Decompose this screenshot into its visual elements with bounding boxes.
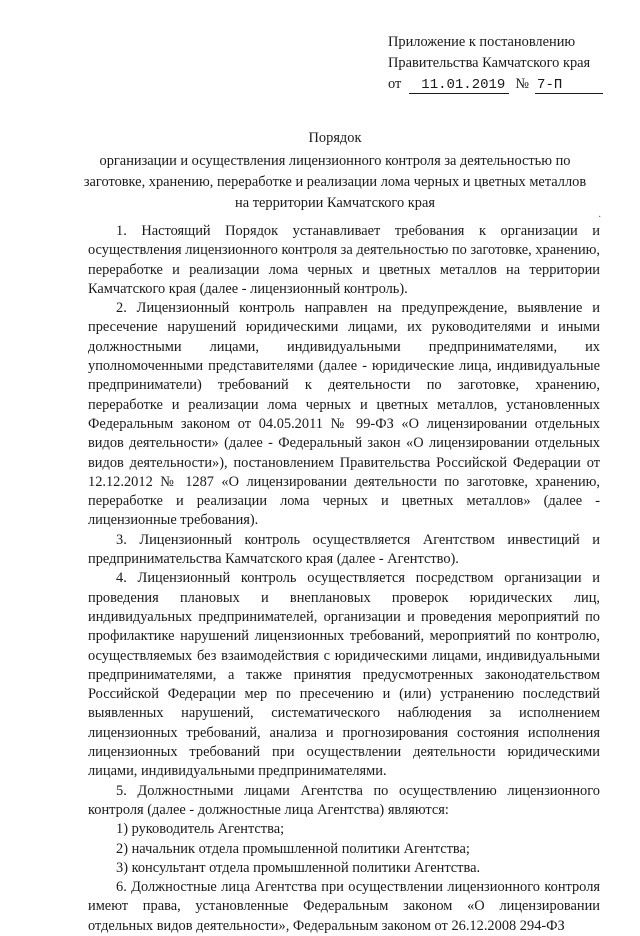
appendix-line-1: Приложение к постановлению <box>388 34 576 50</box>
paragraph-4: 4. Лицензионный контроль осуществляется посредством организации и проведения плановых и внеплановых проверок юридических лиц, индивидуальных предпринимателей, организации и проведения мероприятий по профилактике нарушений лицензионных требований, мероприятий по контролю, осуществляемых без взаимодействия с юридическими лицами, индивидуальными предпринимателями, а также принятия предусмотренных законодательством Российской Федерации мер по пресечению и (или) устранению последствий выявленных нарушений, систематического наблюдения за исполнением лицензионных требований, анализа и прогнозирования состояния исполнения лицензионных требований при осуществлении деятельности юридическими лицами, индивидуальными предпринимателями. <box>88 570 600 780</box>
number-label: № <box>515 76 530 92</box>
document-title <box>80 128 590 214</box>
margin-mark: · <box>598 212 602 223</box>
appendix-date-line <box>388 74 603 95</box>
paragraph-3: 3. Лицензионный контроль осуществляется Агентством инвестиций и предпринимательства Камчатского края (далее - Агентство). <box>88 531 600 568</box>
appendix-header <box>388 32 603 95</box>
title-heading: Порядок <box>308 130 362 146</box>
date-value: 11.01.2019 <box>409 77 509 94</box>
number-value: 7-П <box>535 77 603 94</box>
list-item-1: 1) руководитель Агентства; <box>116 821 285 838</box>
paragraph-5: 5. Должностными лицами Агентства по осуществлению лицензионного контроля (далее - должностные лица Агентства) являются: <box>88 782 600 818</box>
paragraph-2: 2. Лицензионный контроль направлен на предупреждение, выявление и пресечение нарушений юридическими лицами, их руководителями и иными должностными лицами, индивидуальными предпринимателями, их уполномоченными представителями (далее - юридические лица, индивидуальные предприниматели) требований к деятельности по заготовке, хранению, переработке и реализации лома черных и цветных металлов, установленных Федеральным законом от 04.05.2011 № 99-ФЗ «О лицензировании отдельных видов деятельности» (далее - Федеральный закон «О лицензировании отдельных видов деятельности»), постановлением Правительства Российской Федерации от 12.12.2012 № 1287 «О лицензировании деятельности по заготовке, хранению, переработке и реализации лома черных и цветных металлов» (далее - лицензионные требования). <box>88 300 600 529</box>
title-subtitle: организации и осуществления лицензионного контроля за деятельностью по заготовке, хранению, переработке и реализации лома черных и цветных металлов на территории Камчатского края <box>83 153 587 211</box>
paragraph-1: 1. Настоящий Порядок устанавливает требования к организации и осуществления лицензионного контроля за деятельностью по заготовке, хранению, переработке и реализации лома черных и цветных металлов на территории Камчатского края (далее - лицензионный контроль). <box>88 223 600 297</box>
list-item-2: 2) начальник отдела промышленной политики Агентства; <box>116 840 470 857</box>
document-body <box>88 222 600 936</box>
appendix-line-2: Правительства Камчатского края <box>388 55 591 71</box>
list-item-3: 3) консультант отдела промышленной политики Агентства. <box>116 859 481 876</box>
paragraph-6: 6. Должностные лица Агентства при осуществлении лицензионного контроля имеют права, установленные Федеральным законом «О лицензировании отдельных видов деятельности», Федеральным законом от 26.12.2008 294-ФЗ <box>88 879 600 934</box>
date-prefix: от <box>388 76 402 92</box>
